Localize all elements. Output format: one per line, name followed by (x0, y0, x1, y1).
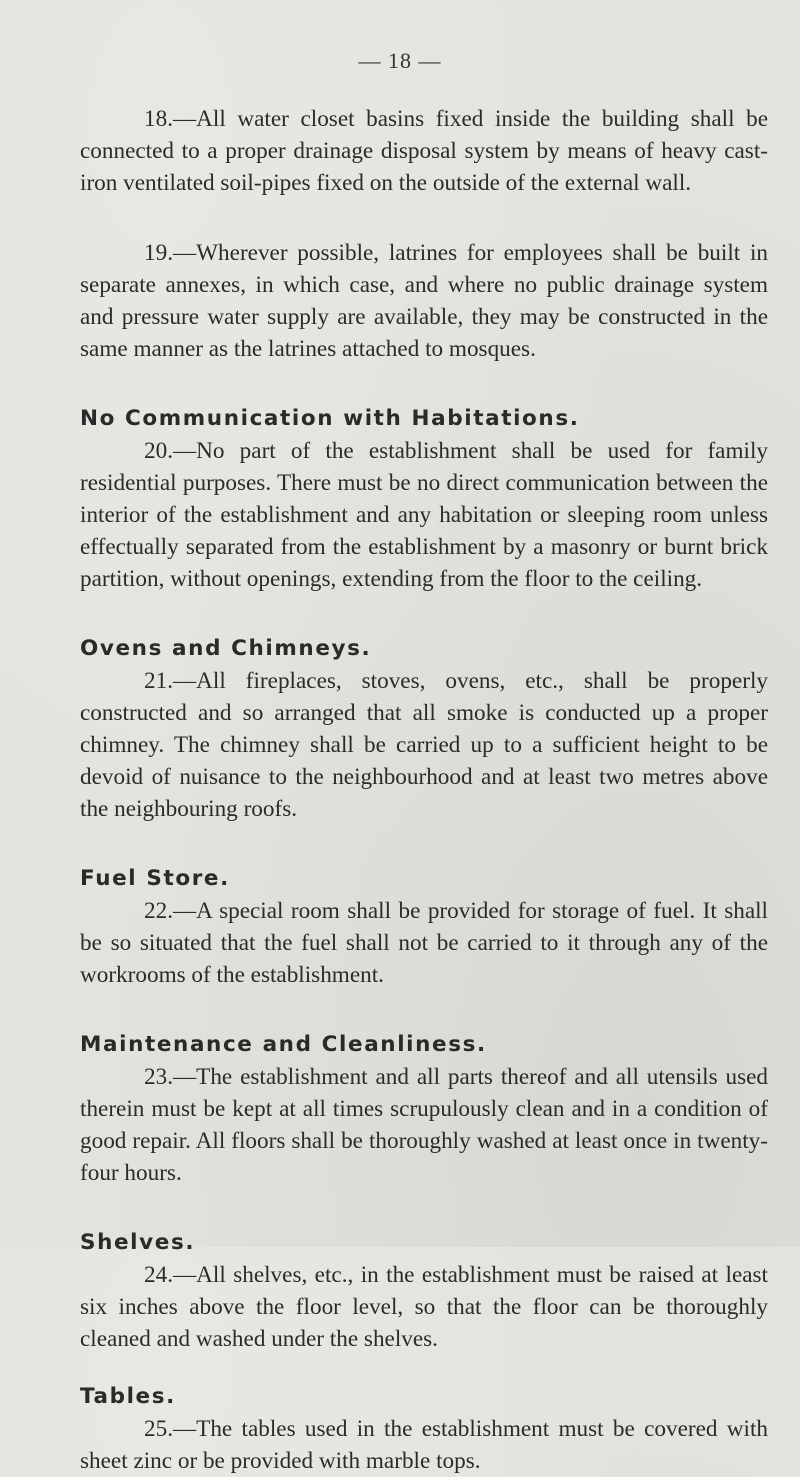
section-18-text: 18.—All water closet basins fixed inside the building shall be connected to a proper drainage disposal system by means of heavy cast-iron ventilated soil-pipes fixed on the outside of the external wall. (80, 106, 768, 196)
section-23-text: 23.—The establishment and all parts thereof and all utensils used therein must be kept at all times scrupulously clean and in a condition of good repair. All floors shall be thoroughly washed at least once in twenty-four hours. (80, 1064, 768, 1186)
section-22-text: 22.—A special room shall be provided for storage of fuel. It shall be so situated that the fuel shall not be carried to it through any of the workrooms of the establishment. (80, 898, 768, 988)
section-20-heading: No Communication with Habitations. (80, 406, 580, 431)
section-23-heading: Maintenance and Cleanliness. (80, 1032, 487, 1057)
section-21-text: 21.—All fireplaces, stoves, ovens, etc., shall be properly constructed and so arranged that all smoke is conducted up a proper chimney. The chimney shall be carried up to a sufficient height to be devoid of nuisance to the neighbourhood and at least two metres above the neighbouring roofs. (80, 668, 768, 822)
section-24-text: 24.—All shelves, etc., in the establishment must be raised at least six inches above the floor level, so that the floor can be thoroughly cleaned and washed under the shelves. (80, 1262, 768, 1352)
document-body (80, 103, 768, 1477)
section-20-text: 20.—No part of the establishment shall be used for family residential purposes. There must be no direct communication between the interior of the establishment and any habitation or sleeping room unless effectually separated from the establishment by a masonry or burnt brick partition, without openings, extending from the floor to the ceiling. (80, 438, 768, 592)
section-24-heading: Shelves. (80, 1230, 196, 1255)
section-21-heading: Ovens and Chimneys. (80, 636, 372, 661)
page-number: — 18 — (358, 48, 442, 73)
section-25-text: 25.—The tables used in the establishment must be covered with sheet zinc or be provided with marble tops. (80, 1416, 768, 1474)
section-19-text: 19.—Wherever possible, latrines for employees shall be built in separate annexes, in which case, and where no public drainage system and pressure water supply are available, they may be constructed in the same manner as the latrines attached to mosques. (80, 240, 768, 362)
section-25-heading: Tables. (80, 1384, 176, 1409)
section-22-heading: Fuel Store. (80, 866, 230, 891)
